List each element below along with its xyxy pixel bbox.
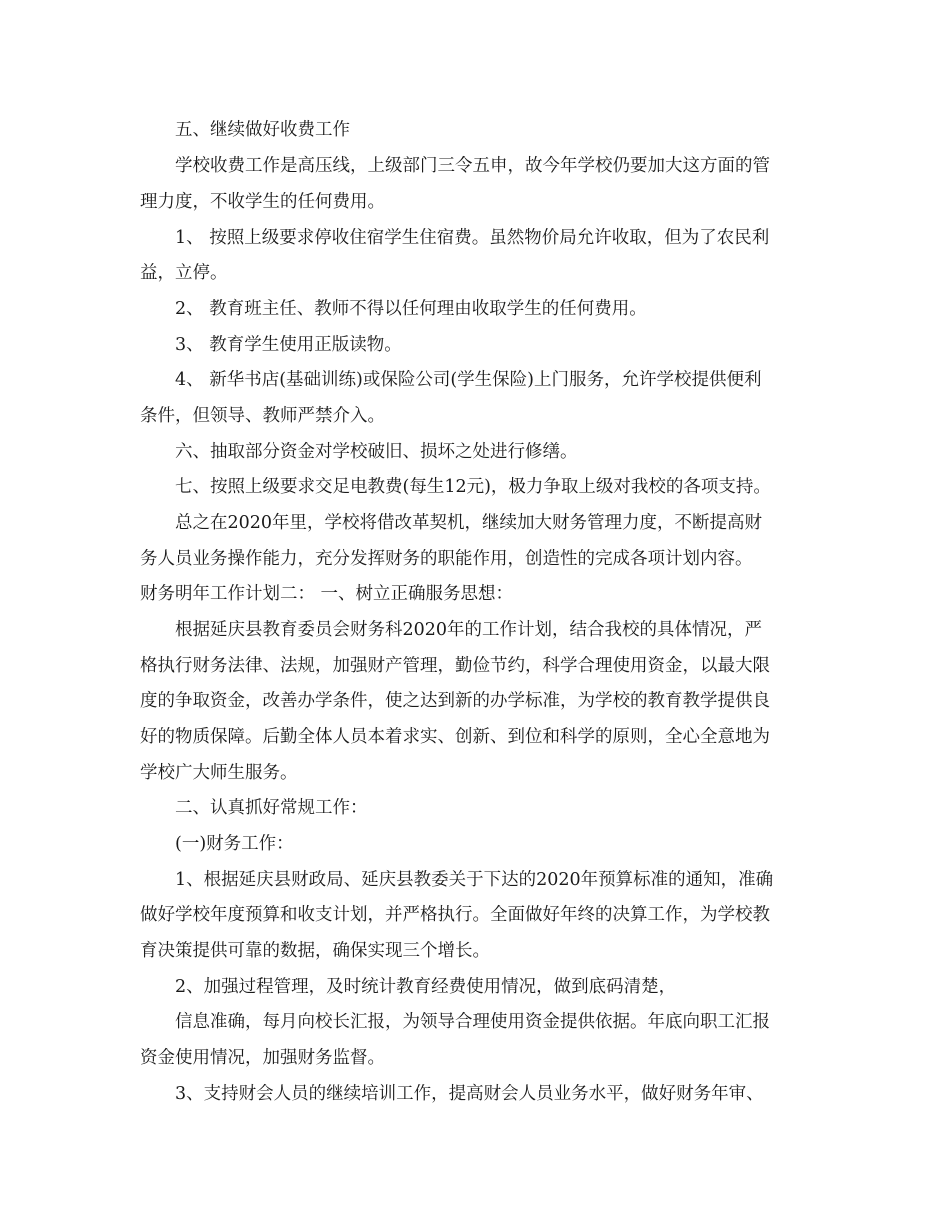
section-heading: 五、继续做好收费工作 xyxy=(175,120,350,140)
paragraph-line: 务人员业务操作能力，充分发挥财务的职能作用，创造性的完成各项计划内容。 xyxy=(140,549,753,569)
paragraph-line: 总之在2020年里，学校将借改革契机，继续加大财务管理力度，不断提高财 xyxy=(175,513,763,533)
section-heading: 六、抽取部分资金对学校破旧、损坏之处进行修缮。 xyxy=(175,442,578,462)
paragraph-line: 根据延庆县教育委员会财务科2020年的工作计划，结合我校的具体情况，严 xyxy=(175,620,763,640)
paragraph-line: 做好学校年度预算和收支计划，并严格执行。全面做好年终的决算工作，为学校教 xyxy=(140,905,770,925)
paragraph-line: 3、支持财会人员的继续培训工作，提高财会人员业务水平，做好财务年审、 xyxy=(175,1084,764,1104)
list-item-line: 2、 教育班主任、教师不得以任何理由收取学生的任何费用。 xyxy=(175,299,647,319)
paragraph-line: 度的争取资金，改善办学条件，使之达到新的办学标准，为学校的教育教学提供良 xyxy=(140,691,770,711)
list-item-line: 3、 教育学生使用正版读物。 xyxy=(175,335,402,355)
list-item-line: 1、 按照上级要求停收住宿学生住宿费。虽然物价局允许收取，但为了农民利 xyxy=(175,228,770,248)
list-item-line: 条件，但领导、教师严禁介入。 xyxy=(140,406,385,426)
paragraph-line: 理力度，不收学生的任何费用。 xyxy=(140,192,385,212)
paragraph-line: 格执行财务法律、法规，加强财产管理，勤俭节约，科学合理使用资金，以最大限 xyxy=(140,656,770,676)
list-item-line: 益，立停。 xyxy=(140,263,228,283)
section-heading: 二、认真抓好常规工作： xyxy=(175,798,368,818)
section-heading: 七、按照上级要求交足电教费(每生12元)，极力争取上级对我校的各项支持。 xyxy=(175,477,771,497)
paragraph-line: 资金使用情况，加强财务监督。 xyxy=(140,1048,385,1068)
list-item-line: 4、 新华书店(基础训练)或保险公司(学生保险)上门服务，允许学校提供便利 xyxy=(175,370,762,390)
paragraph-line: 育决策提供可靠的数据，确保实现三个增长。 xyxy=(140,941,490,961)
paragraph-line: 2、加强过程管理，及时统计教育经费使用情况，做到底码清楚， xyxy=(175,977,677,997)
paragraph-line: 1、根据延庆县财政局、延庆县教委关于下达的2020年预算标准的通知，准确 xyxy=(175,870,774,890)
paragraph-line: 学校收费工作是高压线，上级部门三令五申，故今年学校仍要加大这方面的管 xyxy=(175,156,770,176)
paragraph-line: 信息准确，每月向校长汇报，为领导合理使用资金提供依据。年底向职工汇报 xyxy=(175,1012,770,1032)
subsection-heading: (一)财务工作： xyxy=(175,834,294,854)
paragraph-line: 好的物质保障。后勤全体人员本着求实、创新、到位和科学的原则，全心全意地为 xyxy=(140,727,770,747)
paragraph-line: 学校广大师生服务。 xyxy=(140,763,298,783)
plan-title-line: 财务明年工作计划二： 一、树立正确服务思想： xyxy=(140,584,514,604)
